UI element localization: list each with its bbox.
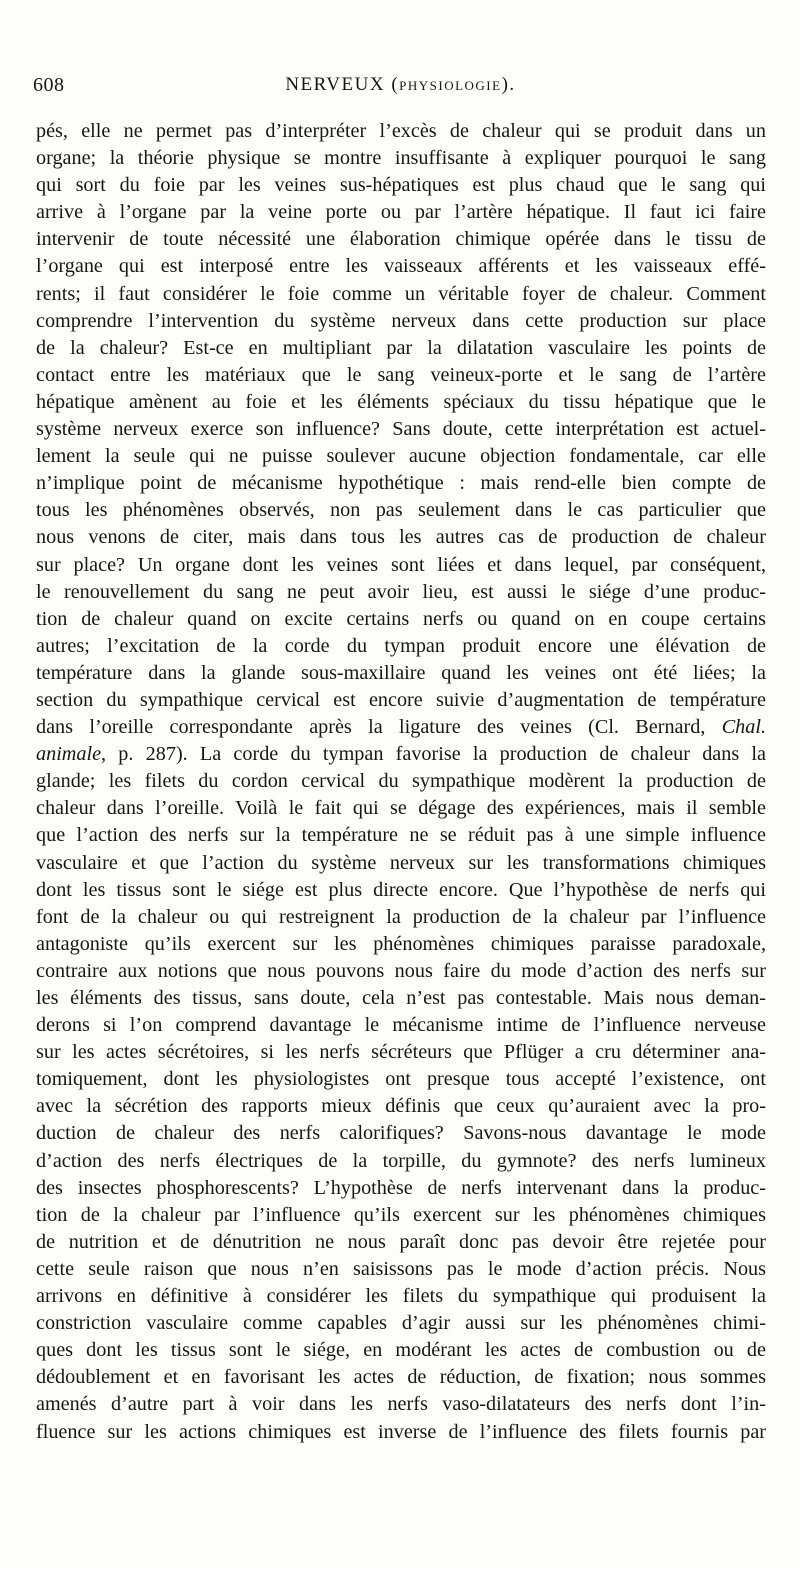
- text-line-42: de nutrition et de dénutrition ne nous paraît donc pas devoir être rejetée pour: [36, 1230, 766, 1253]
- body-text: [36, 118, 766, 1446]
- text-line-24: [36, 741, 766, 768]
- text-line-17: sur place? Un organe dont les veines sont liées et dans lequel, par conséquent,: [36, 553, 766, 576]
- page-number: 608: [33, 74, 65, 96]
- text-line-26: chaleur dans l’oreille. Voilà le fait qui se dégage des expériences, mais il semble: [36, 797, 766, 820]
- text-line-19: tion de chaleur quand on excite certains nerfs ou quand on en coupe certains: [36, 607, 766, 630]
- text-line-27: que l’action des nerfs sur la température ne se réduit pas à une simple influence: [36, 824, 766, 847]
- text-line-23: [36, 714, 766, 741]
- text-line-34: derons si l’on comprend davantage le mécanisme intime de l’influence nerveuse: [36, 1014, 766, 1037]
- text-line-49: fluence sur les actions chimiques est inverse de l’influence des filets fournis par: [36, 1420, 766, 1443]
- text-line-45: constriction vasculaire comme capables d’agir aussi sur les phénomènes chimi-: [36, 1312, 766, 1335]
- text-line-23-prefix: dans l’oreille correspondante après la ligature des veines (Cl. Bernard,: [36, 716, 722, 739]
- text-line-35: sur les actes sécrétoires, si les nerfs sécréteurs que Pflüger a cru déterminer ana-: [36, 1041, 766, 1064]
- text-line-3: qui sort du foie par les veines sus-hépatiques est plus chaud que le sang qui: [36, 174, 766, 197]
- text-line-16: nous venons de citer, mais dans tous les autres cas de production de chaleur: [36, 526, 766, 549]
- text-line-39: d’action des nerfs électriques de la torpille, du gymnote? des nerfs lumineux: [36, 1149, 766, 1172]
- text-line-14: n’implique point de mécanisme hypothétique : mais rend-elle bien compte de: [36, 472, 766, 495]
- text-line-31: antagoniste qu’ils exercent sur les phénomènes chimiques paraisse paradoxale,: [36, 932, 766, 955]
- text-line-22: section du sympathique cervical est encore suivie d’augmentation de température: [36, 688, 766, 711]
- text-line-30: font de la chaleur ou qui restreignent la production de la chaleur par l’influence: [36, 905, 766, 928]
- text-line-32: contraire aux notions que nous pouvons nous faire du mode d’action des nerfs sur: [36, 959, 766, 982]
- text-line-24-suffix: , p. 287). La corde du tympan favorise la production de chaleur dans la: [101, 743, 766, 766]
- text-line-28: vasculaire et que l’action du système nerveux sur les transformations chimiques: [36, 851, 766, 874]
- text-line-15: tous les phénomènes observés, non pas seulement dans le cas particulier que: [36, 499, 766, 522]
- running-title-sub: PHYSIOLOGIE: [399, 78, 502, 93]
- text-line-41: tion de la chaleur par l’influence qu’ils exercent sur les phénomènes chimiques: [36, 1203, 766, 1226]
- text-line-37: avec la sécrétion des rapports mieux définis que ceux qu’auraient avec la pro-: [36, 1095, 766, 1118]
- text-line-7: rents; il faut considérer le foie comme un véritable foyer de chaleur. Comment: [36, 282, 766, 305]
- text-line-46: ques dont les tissus sont le siége, en modérant les actes de combustion ou de: [36, 1339, 766, 1362]
- text-line-6: l’organe qui est interposé entre les vaisseaux afférents et les vaisseaux effé-: [36, 255, 766, 278]
- text-line-40: des insectes phosphorescents? L’hypothèse de nerfs intervenant dans la produc-: [36, 1176, 766, 1199]
- text-line-1: pés, elle ne permet pas d’interpréter l’excès de chaleur qui se produit dans un: [36, 120, 766, 142]
- text-line-4: arrive à l’organe par la veine porte ou par l’artère hépatique. Il faut ici faire: [36, 201, 766, 224]
- text-line-44: arrivons en définitive à considérer les filets du sympathique qui produisent la: [36, 1285, 766, 1308]
- text-line-33: les éléments des tissus, sans doute, cela n’est pas contestable. Mais nous deman-: [36, 987, 766, 1009]
- italic-animale: animale: [36, 743, 102, 766]
- text-line-12: système nerveux exerce son influence? Sans doute, cette interprétation est actuel-: [36, 418, 766, 441]
- text-line-10: contact entre les matériaux que le sang veineux-porte et le sang de l’artère: [36, 363, 766, 386]
- text-line-43: cette seule raison que nous n’en saisissons pas le mode d’action précis. Nous: [36, 1257, 766, 1280]
- text-line-36: tomiquement, dont les physiologistes ont presque tous accepté l’existence, ont: [36, 1068, 766, 1091]
- running-title-main: NERVEUX: [285, 74, 386, 95]
- text-line-18: le renouvellement du sang ne peut avoir lieu, est aussi le siége d’une produc-: [36, 580, 766, 603]
- text-line-25: glande; les filets du cordon cervical du sympathique modèrent la production de: [36, 770, 766, 793]
- text-line-5: intervenir de toute nécessité une élaboration chimique opérée dans le tissu de: [36, 228, 766, 251]
- running-head: [33, 74, 768, 104]
- text-line-13: lement la seule qui ne puisse soulever aucune objection fondamentale, car elle: [36, 445, 766, 468]
- text-line-21: température dans la glande sous-maxillaire quand les veines ont été liées; la: [36, 661, 766, 684]
- text-line-8: comprendre l’intervention du système nerveux dans cette production sur place: [36, 309, 766, 332]
- italic-chal: Chal.: [721, 716, 766, 739]
- text-line-2: organe; la théorie physique se montre insuffisante à expliquer pourquoi le sang: [36, 147, 766, 170]
- running-title-close: ).: [501, 74, 516, 95]
- text-line-38: duction de chaleur des nerfs calorifiques? Savons-nous davantage le mode: [36, 1122, 766, 1145]
- text-line-29: dont les tissus sont le siége est plus directe encore. Que l’hypothèse de nerfs qui: [36, 878, 766, 901]
- text-line-9: de la chaleur? Est-ce en multipliant par la dilatation vasculaire les points de: [36, 336, 766, 359]
- text-line-48: amenés d’autre part à voir dans les nerfs vaso-dilatateurs des nerfs dont l’in-: [36, 1393, 766, 1416]
- text-line-47: dédoublement et en favorisant les actes de réduction, de fixation; nous sommes: [36, 1366, 766, 1389]
- text-line-20: autres; l’excitation de la corde du tympan produit encore une élévation de: [36, 634, 766, 657]
- text-line-11: hépatique amènent au foie et les éléments spéciaux du tissu hépatique que le: [36, 390, 766, 413]
- running-title-open: (: [385, 74, 400, 95]
- running-title: [33, 74, 768, 96]
